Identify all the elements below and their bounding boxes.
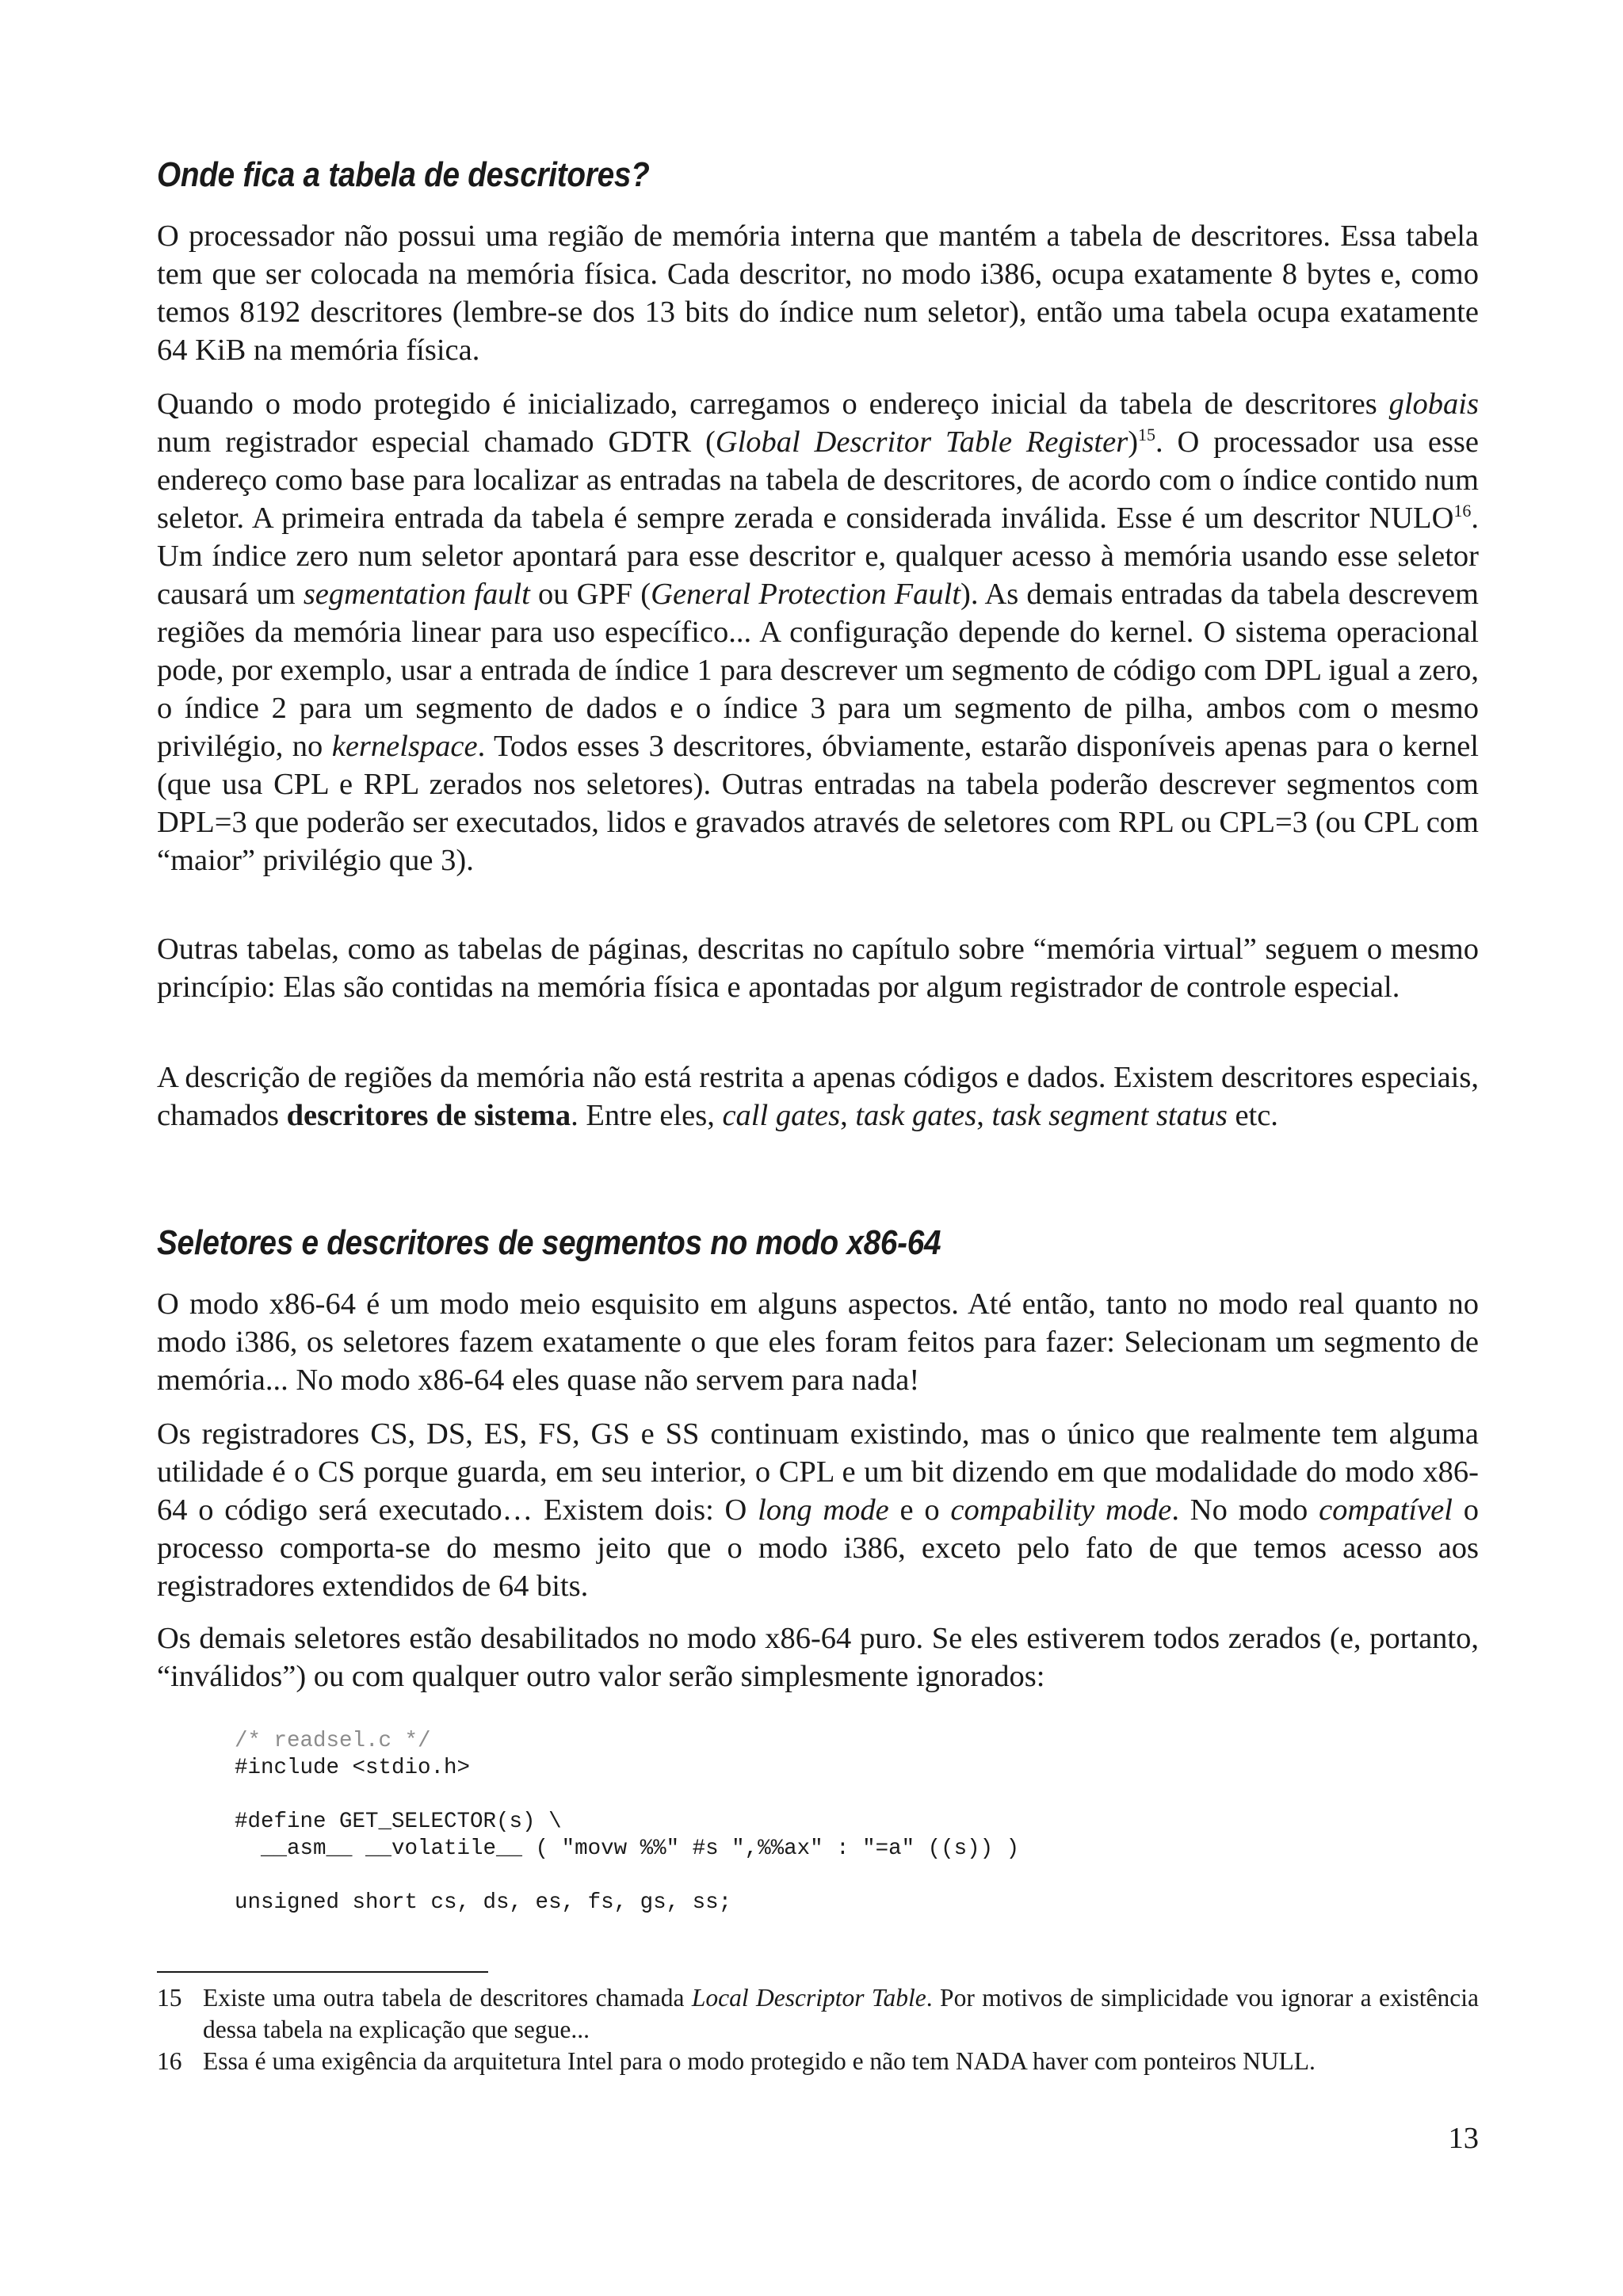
paragraph-gdtr: Quando o modo protegido é inicializado, carregamos o endereço inicial da tabela de descritores globais num registrador especial chamado GDTR (Global Descritor Table Register)$^{15}$. O processador usa esse endereço como base para localizar as entradas na tabela de descritores, de acordo com o índice contido num seletor. A primeira entrada da tabela é sempre zerada e considerada inválida. Esse é um descritor NULO$^{16}$. Um índice zero num seletor apontará para esse descritor e, qualquer acesso à memória usando esse seletor causará um segmentation fault ou GPF (General Protection Fault). As demais entradas da tabela descrevem regiões da memória linear para uso específico... A configuração depende do kernel. O sistema operacional pode, por exemplo, usar a entrada de índice 1 para descrever um segmento de código com DPL igual a zero, o índice 2 para um segmento de dados e o índice 3 para um segmento de pilha, ambos com o mesmo privilégio, no kernelspace. Todos esses 3 descritores, óbviamente, estarão disponíveis apenas para o kernel (que usa CPL e RPL zerados nos seletores). Outras entradas na tabela poderão descrever segmentos com DPL=3 que poderão ser executados, lidos e gravados através de seletores com RPL ou CPL=3 (ou CPL com “maior” privilégio que 3). (157, 387, 1480, 877)
code-line: __asm__ __volatile__ ( "movw %%" #s ",%%ax" : "=a" ((s)) ) (235, 1836, 1020, 1861)
page-number: 13 (1448, 2122, 1479, 2155)
code-comment: /* readsel.c */ (235, 1729, 431, 1753)
paragraph-system-descriptors: A descrição de regiões da memória não está restrita a apenas códigos e dados. Existem descritores especiais, chamados descritores de sistema. Entre eles, call gates, task gates, task segment status etc. (157, 1061, 1479, 1132)
code-listing (235, 1728, 1019, 1917)
footnote-number: 15 (157, 1984, 182, 2012)
footnote-ref-15: 15 (1138, 425, 1156, 445)
footnote-16 (157, 2046, 1479, 2077)
section-heading-descriptor-table: Onde fica a tabela de descritores? (157, 155, 650, 194)
paragraph-other-tables: Outras tabelas, como as tabelas de páginas, descritas no capítulo sobre “memória virtual” seguem o mesmo princípio: Elas são contidas na memória física e apontadas por algum registrador de controle especial. (157, 933, 1479, 1004)
footnote-ref-16: 16 (1453, 501, 1472, 521)
paragraph-disabled-selectors: Os demais seletores estão desabilitados no modo x86-64 puro. Se eles estiverem todos zerados (e, portanto, “inválidos”) ou com qualquer outro valor serão simplesmente ignorados: (157, 1622, 1479, 1693)
footnote-text: Existe uma outra tabela de descritores chamada Local Descriptor Table. Por motivos de simplicidade vou ignorar a existência dessa tabela na explicação que segue... (203, 1984, 1479, 2043)
footnote-15 (157, 1982, 1479, 2046)
code-line: #define GET_SELECTOR(s) \ (235, 1810, 562, 1834)
code-line: unsigned short cs, ds, es, fs, gs, ss; (235, 1890, 732, 1915)
paragraph-x86-64-mode: O modo x86-64 é um modo meio esquisito em alguns aspectos. Até então, tanto no modo real quanto no modo i386, os seletores fazem exatamente o que eles foram feitos para fazer: Selecionam um segmento de memória... No modo x86-64 eles quase não servem para nada! (157, 1287, 1479, 1397)
paragraph-descriptor-table-location: O processador não possui uma região de memória interna que mantém a tabela de descritores. Essa tabela tem que ser colocada na memória física. Cada descritor, no modo i386, ocupa exatamente 8 bytes e, como temos 8192 descritores (lembre-se dos 13 bits do índice num seletor), então uma tabela ocupa exatamente 64 KiB na memória física. (157, 219, 1479, 367)
footnote-separator (157, 1971, 488, 1973)
code-line: #include <stdio.h> (235, 1756, 471, 1780)
paragraph-segment-registers: Os registradores CS, DS, ES, FS, GS e SS continuam existindo, mas o único que realmente tem alguma utilidade é o CS porque guarda, em seu interior, o CPL e um bit dizendo em que modalidade do modo x86-64 o código será executado… Existem dois: O long mode e o compability mode. No modo compatível o processo comporta-se do mesmo jeito que o modo i386, exceto pelo fato de que temos acesso aos registradores extendidos de 64 bits. (157, 1417, 1480, 1603)
section-heading-x86-64: Seletores e descritores de segmentos no modo x86-64 (157, 1223, 941, 1262)
footnote-text: Essa é uma exigência da arquitetura Intel para o modo protegido e não tem NADA haver com ponteiros NULL. (203, 2047, 1316, 2075)
footnote-number: 16 (157, 2047, 182, 2075)
